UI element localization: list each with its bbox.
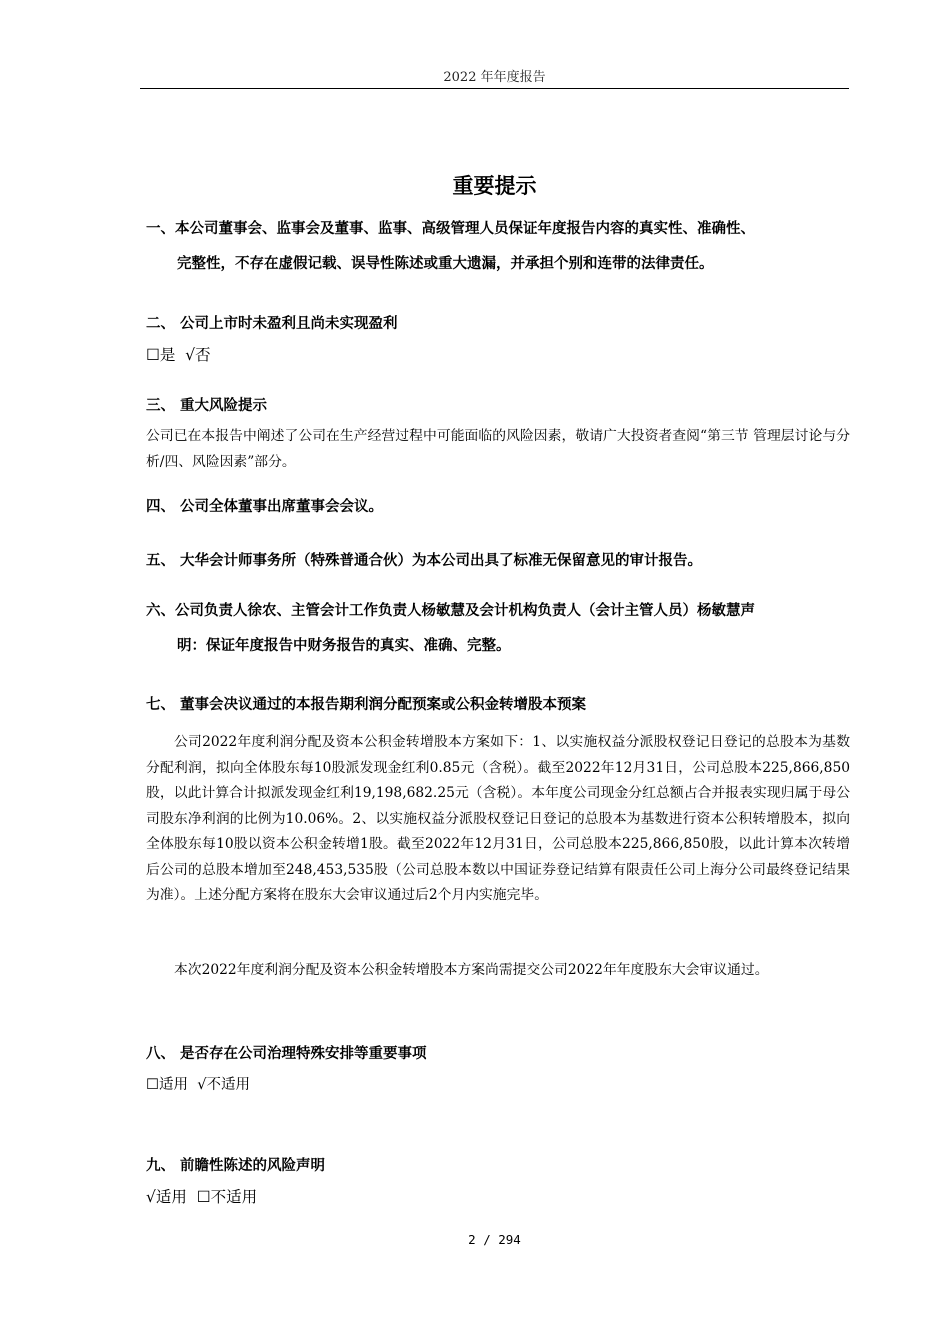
- section-4-heading: 四、 公司全体董事出席董事会会议。: [146, 499, 384, 515]
- section-6: [146, 594, 850, 664]
- section-2-options: ☐是 √否: [146, 346, 211, 364]
- section-1: [146, 212, 850, 282]
- section-8-options: ☐适用 √不适用: [146, 1077, 250, 1093]
- section-7-paragraph-2: 本次2022年度利润分配及资本公积金转增股本方案尚需提交公司2022年年度股东大会审议通过。: [174, 962, 769, 978]
- section-7-paragraph-1: 公司2022年度利润分配及资本公积金转增股本方案如下：1、以实施权益分派股权登记日登记的总股本为基数分配利润，拟向全体股东每10股派发现金红利0.85元（含税）。截至2022年12月31日，公司总股本225,866,850股，以此计算合计拟派发现金红利19,198,682.25元（含税）。本年度公司现金分红总额占合并报表实现归属于母公司股东净利润的比例为10.06%。2、以实施权益分派股权登记日登记的总股本为基数进行资本公积转增股本，拟向全体股东每10股以资本公积金转增1股。截至2022年12月31日，公司总股本225,866,850股，以此计算本次转增后公司的总股本增加至248,453,535股（公司总股本数以中国证券登记结算有限责任公司上海分公司最终登记结果为准）。上述分配方案将在股东大会审议通过后2个月内实施完毕。: [146, 734, 850, 903]
- section-7-heading: 七、 董事会决议通过的本报告期利润分配预案或公积金转增股本预案: [146, 697, 587, 713]
- page-title: 重要提示: [452, 174, 537, 198]
- section-1-line-2: 完整性，不存在虚假记载、误导性陈述或重大遗漏，并承担个别和连带的法律责任。: [177, 256, 714, 272]
- section-3-body: 公司已在本报告中阐述了公司在生产经营过程中可能面临的风险因素，敬请广大投资者查阅“第三节 管理层讨论与分析/四、风险因素”部分。: [146, 428, 850, 470]
- page-number: 2 / 294: [468, 1232, 521, 1247]
- section-6-line-1: 六、公司负责人徐农、主管会计工作负责人杨敏慧及会计机构负责人（会计主管人员）杨敏慧声: [146, 603, 755, 619]
- section-9-options: √适用 ☐不适用: [146, 1188, 258, 1206]
- section-6-line-2: 明：保证年度报告中财务报告的真实、准确、完整。: [177, 638, 511, 654]
- section-8-heading: 八、 是否存在公司治理特殊安排等重要事项: [146, 1046, 427, 1062]
- section-9-heading: 九、 前瞻性陈述的风险声明: [146, 1158, 326, 1174]
- section-1-line-1: 一、本公司董事会、监事会及董事、监事、高级管理人员保证年度报告内容的真实性、准确性、: [146, 221, 755, 237]
- running-header: 2022 年年度报告: [443, 70, 546, 85]
- section-5-heading: 五、 大华会计师事务所（特殊普通合伙）为本公司出具了标准无保留意见的审计报告。: [146, 553, 703, 569]
- header-divider: [140, 88, 849, 89]
- section-2-heading: 二、 公司上市时未盈利且尚未实现盈利: [146, 316, 398, 332]
- section-3-heading: 三、 重大风险提示: [146, 398, 268, 414]
